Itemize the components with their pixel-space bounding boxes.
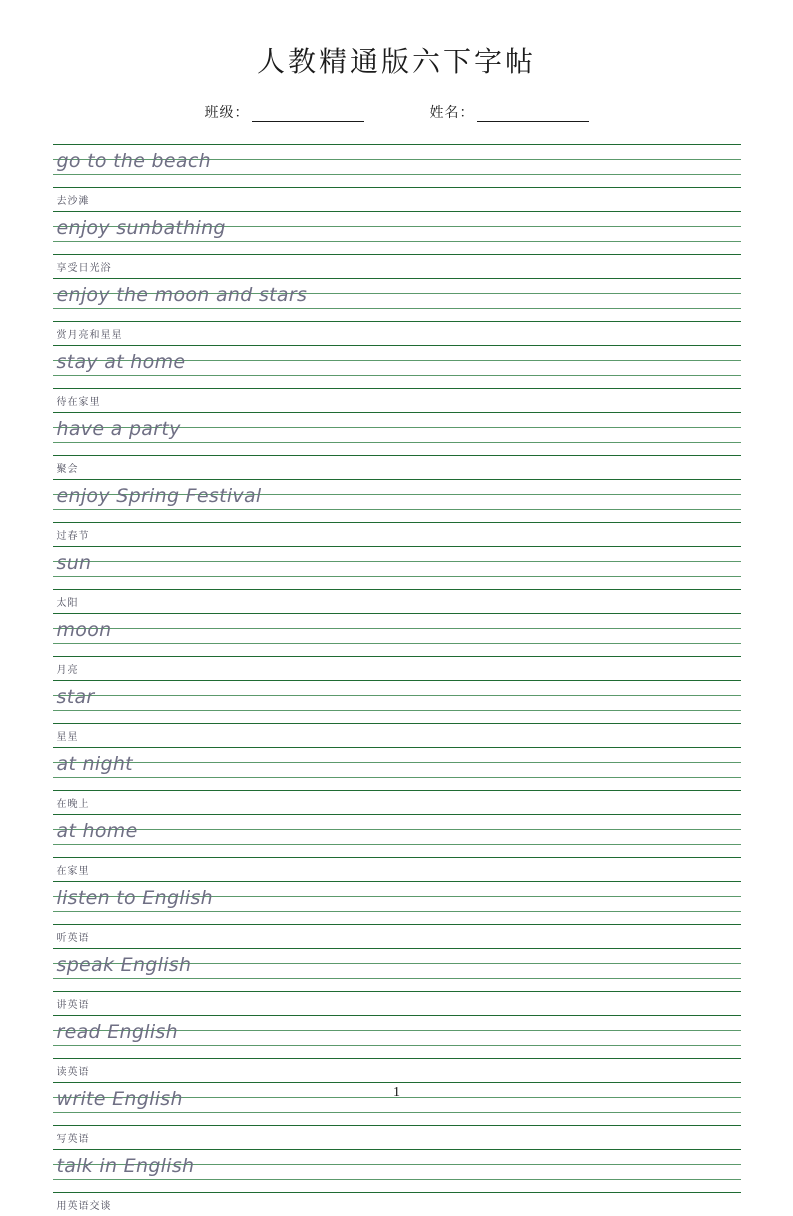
gloss-line bbox=[53, 925, 741, 948]
english-phrase: moon bbox=[56, 619, 112, 641]
practice-entry bbox=[53, 1015, 741, 1082]
gloss-line bbox=[53, 322, 741, 345]
practice-entry bbox=[53, 278, 741, 345]
ruled-line-group bbox=[53, 479, 741, 523]
english-phrase: star bbox=[56, 686, 95, 708]
chinese-gloss: 讲英语 bbox=[56, 1000, 90, 1011]
student-info-row bbox=[0, 102, 793, 122]
practice-entry bbox=[53, 345, 741, 412]
english-phrase: stay at home bbox=[56, 351, 186, 373]
worksheet-page bbox=[0, 40, 793, 1212]
name-field bbox=[430, 102, 589, 122]
gloss-line bbox=[53, 523, 741, 546]
ruled-line-group bbox=[53, 278, 741, 322]
ruled-line-group bbox=[53, 881, 741, 925]
chinese-gloss: 写英语 bbox=[56, 1134, 90, 1145]
gloss-line bbox=[53, 389, 741, 412]
gloss-line bbox=[53, 255, 741, 278]
ruled-line-group bbox=[53, 680, 741, 724]
practice-entry bbox=[53, 412, 741, 479]
gloss-line bbox=[53, 1193, 741, 1216]
english-phrase: have a party bbox=[56, 418, 181, 440]
english-phrase: enjoy Spring Festival bbox=[56, 485, 262, 507]
gloss-line bbox=[53, 992, 741, 1015]
page-title: 人教精通版六下字帖 bbox=[256, 47, 536, 78]
gloss-line bbox=[53, 456, 741, 479]
gloss-line bbox=[53, 858, 741, 881]
ruled-line-group bbox=[53, 1149, 741, 1193]
english-phrase: enjoy sunbathing bbox=[56, 217, 226, 239]
class-input-blank[interactable] bbox=[252, 107, 364, 122]
chinese-gloss: 听英语 bbox=[56, 933, 90, 944]
practice-entry bbox=[53, 881, 741, 948]
practice-entry bbox=[53, 747, 741, 814]
practice-entry bbox=[53, 680, 741, 747]
chinese-gloss: 过春节 bbox=[56, 531, 90, 542]
ruled-line-group bbox=[53, 546, 741, 590]
gloss-line bbox=[53, 724, 741, 747]
chinese-gloss: 待在家里 bbox=[56, 397, 101, 408]
gloss-line bbox=[53, 188, 741, 211]
chinese-gloss: 赏月亮和星星 bbox=[56, 330, 123, 341]
gloss-line bbox=[53, 791, 741, 814]
chinese-gloss: 在晚上 bbox=[56, 799, 90, 810]
practice-entry bbox=[53, 613, 741, 680]
chinese-gloss: 星星 bbox=[56, 732, 79, 743]
class-label: 班级： bbox=[204, 106, 250, 121]
ruled-line-group bbox=[53, 1015, 741, 1059]
chinese-gloss: 去沙滩 bbox=[56, 196, 90, 207]
english-phrase: talk in English bbox=[56, 1155, 195, 1177]
gloss-line bbox=[53, 1126, 741, 1149]
practice-entry bbox=[53, 144, 741, 211]
chinese-gloss: 在家里 bbox=[56, 866, 90, 877]
gloss-line bbox=[53, 1059, 741, 1082]
practice-entry bbox=[53, 546, 741, 613]
practice-entry bbox=[53, 479, 741, 546]
practice-entry bbox=[53, 211, 741, 278]
chinese-gloss: 太阳 bbox=[56, 598, 79, 609]
ruled-line-group bbox=[53, 948, 741, 992]
ruled-line-group bbox=[53, 814, 741, 858]
gloss-line bbox=[53, 657, 741, 680]
practice-entry bbox=[53, 948, 741, 1015]
name-input-blank[interactable] bbox=[477, 107, 589, 122]
english-phrase: speak English bbox=[56, 954, 192, 976]
gloss-line bbox=[53, 590, 741, 613]
ruled-line-group bbox=[53, 144, 741, 188]
practice-entry bbox=[53, 1149, 741, 1216]
english-phrase: at home bbox=[56, 820, 138, 842]
english-phrase: at night bbox=[56, 753, 133, 775]
english-phrase: enjoy the moon and stars bbox=[56, 284, 308, 306]
practice-sheet bbox=[53, 144, 741, 1216]
english-phrase: read English bbox=[56, 1021, 178, 1043]
ruled-line-group bbox=[53, 345, 741, 389]
chinese-gloss: 月亮 bbox=[56, 665, 79, 676]
english-phrase: write English bbox=[56, 1088, 183, 1110]
chinese-gloss: 用英语交谈 bbox=[56, 1201, 112, 1212]
english-phrase: go to the beach bbox=[56, 150, 211, 172]
practice-entry bbox=[53, 814, 741, 881]
chinese-gloss: 享受日光浴 bbox=[56, 263, 112, 274]
ruled-line-group bbox=[53, 211, 741, 255]
ruled-line-group bbox=[53, 747, 741, 791]
english-phrase: sun bbox=[56, 552, 92, 574]
page-number: 1 bbox=[393, 1085, 400, 1100]
chinese-gloss: 聚会 bbox=[56, 464, 79, 475]
ruled-line-group bbox=[53, 412, 741, 456]
class-field bbox=[205, 102, 364, 122]
english-phrase: listen to English bbox=[56, 887, 213, 909]
ruled-line-group bbox=[53, 613, 741, 657]
name-label: 姓名： bbox=[429, 106, 475, 121]
chinese-gloss: 读英语 bbox=[56, 1067, 90, 1078]
